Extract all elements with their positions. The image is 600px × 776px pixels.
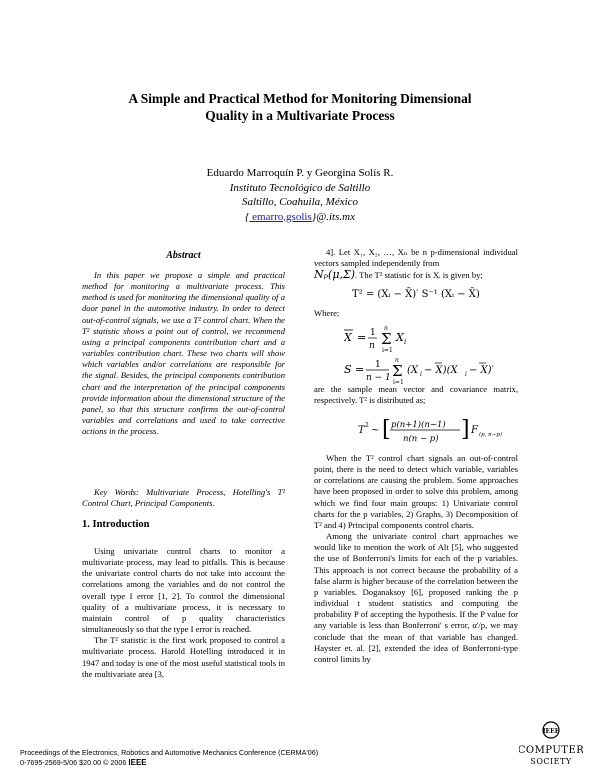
right-paragraph-1	[314, 247, 518, 269]
svg-text:2: 2	[365, 422, 369, 429]
intro-paragraph-2: The T² statistic is the first work proposed to control a multivariate process. Harold Hotelling introduced it in 1947 and today is one of the most useful statistical tools in the multivariate area [3,	[82, 635, 285, 679]
svg-text:Σ: Σ	[381, 330, 392, 348]
svg-text:S: S	[344, 363, 352, 376]
right-p1-text: 4]. Let X₁, X₂, …, Xₙ be n p-dimensional individual vectors sampled independently from	[314, 247, 518, 269]
equation-xbar	[344, 322, 434, 357]
svg-text:X: X	[396, 331, 404, 344]
svg-text:(X: (X	[407, 365, 419, 376]
author-block	[0, 166, 600, 224]
right-paragraph-3-4	[314, 453, 518, 665]
right-paragraph-2: are the sample mean vector and covariance matrix, respectively. T² is distributed as;	[314, 384, 518, 406]
computer-society-logo-svg	[519, 720, 583, 770]
svg-text:Σ: Σ	[392, 362, 403, 380]
right-paragraph-4: Among the univariate control chart approaches we would like to mention the work of Alt [5], who suggested the use of Bonferroni's limits for each of the p variables. This approach is not correct because the probability of a false alarm is higher because of the correlation between the p variables. Doganaksoy [6], proposed ranking the p individual t student statistics and computing the probability P of accepting the hypothesis. If the P value for any variable is less than Bonferroni' s error, α'/p, we may conclude that the mean of that variable has changed. Hayster et. al. [2], extended the idea of Bonferroni-type control limits by	[314, 531, 519, 664]
svg-text:[: [	[382, 417, 391, 442]
logo-bottom-text: SOCIETY	[530, 757, 572, 766]
equation-t2: T² = (Xᵢ − X̄)′ S⁻¹ (Xᵢ − X̄)	[352, 289, 480, 300]
svg-text:n: n	[384, 325, 388, 332]
svg-text:=: =	[357, 331, 367, 344]
svg-text:− X)′: − X)′	[469, 365, 494, 376]
equation-t2-dist	[358, 414, 528, 451]
svg-text:i: i	[465, 371, 467, 378]
svg-text:n: n	[395, 357, 399, 364]
svg-text:~: ~	[371, 425, 380, 436]
right-paragraph-3: When the T² control chart signals an out-of-control point, there is the need to detect which variable, variables or correlations are causing the problem. Some approaches have been proposed in order to solve this problem, among which we find four main groups: 1) Univariate control charts for the p variables, 2) Graphs, 3) Decomposition of T² and 4) Principal components control charts.	[314, 453, 518, 530]
author-institution: Instituto Tecnológico de Saltillo	[229, 181, 371, 194]
np-notation: Nₚ(μ,Σ)	[314, 268, 356, 281]
where-label: Where;	[314, 308, 340, 318]
svg-text:T: T	[358, 425, 365, 436]
svg-text:i: i	[404, 338, 407, 346]
ieee-wordmark: IEEE	[128, 757, 147, 767]
svg-text:i=1: i=1	[393, 379, 404, 386]
title-line-1: A Simple and Practical Method for Monitoring Dimensional	[128, 91, 472, 106]
svg-text:p(n+1)(n−1): p(n+1)(n−1)	[391, 420, 446, 430]
footer-proceedings: Proceedings of the Electronics, Robotics and Automotive Mechanics Conference (CERMA'06)	[20, 748, 319, 757]
email-close: }@.its.mx	[311, 210, 355, 223]
abstract-body: In this paper we propose a simple and practical method for monitoring a multivariate process. This method is used for monitoring the dimensional quality of a door panel in the automotive industry. In order to detect out-of-control signals, we use a T² control chart. When the T² statistic shows a point out of control, we recommend using a principal components contribution chart and a variables contribution chart. These two charts will show which variables and/or correlations are responsible for the signal. Besides, the principal components contribution chart and the interpretation of the principal components provide information about the dimensional structure of the panel, so that this structure confirms the out-of-control variables and correlations and used to take corrective actions in the process.	[82, 270, 285, 437]
equation-t2-dist-svg	[358, 414, 528, 448]
svg-text:1: 1	[370, 328, 376, 338]
svg-text:(p, n−p): (p, n−p)	[479, 432, 502, 438]
equation-s-svg	[344, 354, 519, 386]
email-link[interactable]: emarro,gsolis	[249, 210, 312, 223]
svg-text:i: i	[420, 371, 422, 378]
intro-paragraph-1: Using univariate control charts to monitor a multivariate process, may lead to pitfalls. This is because the univariate control charts do not take into account the correlations among the variables and do not control the overall type I error [1, 2]. To control the dimensional quality of a multivariate process, it is necessary to maintain control of p quality characteristics simultaneously so that the type I error is reached.	[82, 546, 285, 635]
svg-text:− X)(X: − X)(X	[424, 365, 458, 376]
footer	[20, 748, 318, 767]
intro-heading: 1. Introduction	[82, 519, 150, 530]
intro-text	[82, 546, 285, 680]
svg-text:X: X	[344, 331, 352, 344]
right-p1-tail: . The T² statistic for is Xᵢ is given by;	[355, 270, 483, 280]
equation-xbar-svg	[344, 322, 434, 354]
svg-text:n(n − p): n(n − p)	[403, 434, 439, 444]
title-line-2: Quality in a Multivariate Process	[205, 108, 395, 123]
email-open: {	[245, 210, 250, 223]
right-p1-cont	[314, 269, 518, 281]
computer-society-logo	[519, 720, 583, 770]
svg-text:]: ]	[461, 417, 470, 442]
logo-top-text: IEEE	[542, 728, 560, 735]
svg-text:n − 1: n − 1	[366, 373, 391, 383]
svg-text:F: F	[471, 425, 478, 436]
author-email-line	[0, 210, 600, 225]
author-names: Eduardo Marroquín P. y Georgina Solís R.	[206, 167, 394, 179]
abstract-heading: Abstract	[166, 250, 201, 261]
svg-text:1: 1	[375, 360, 381, 370]
footer-isbn: 0-7695-2569-5/06 $20.00 © 2006	[20, 757, 127, 767]
paper-title	[0, 90, 600, 124]
svg-text:=: =	[355, 363, 365, 376]
keywords: Key Words: Multivariate Process, Hotelling's T² Control Chart, Principal Components.	[82, 487, 285, 509]
author-location: Saltillo, Coahuila, México	[241, 196, 359, 208]
footer-isbn-line	[20, 758, 318, 768]
svg-text:i=1: i=1	[382, 347, 393, 354]
logo-mid-text: COMPUTER	[519, 745, 583, 756]
svg-text:n: n	[369, 341, 375, 351]
